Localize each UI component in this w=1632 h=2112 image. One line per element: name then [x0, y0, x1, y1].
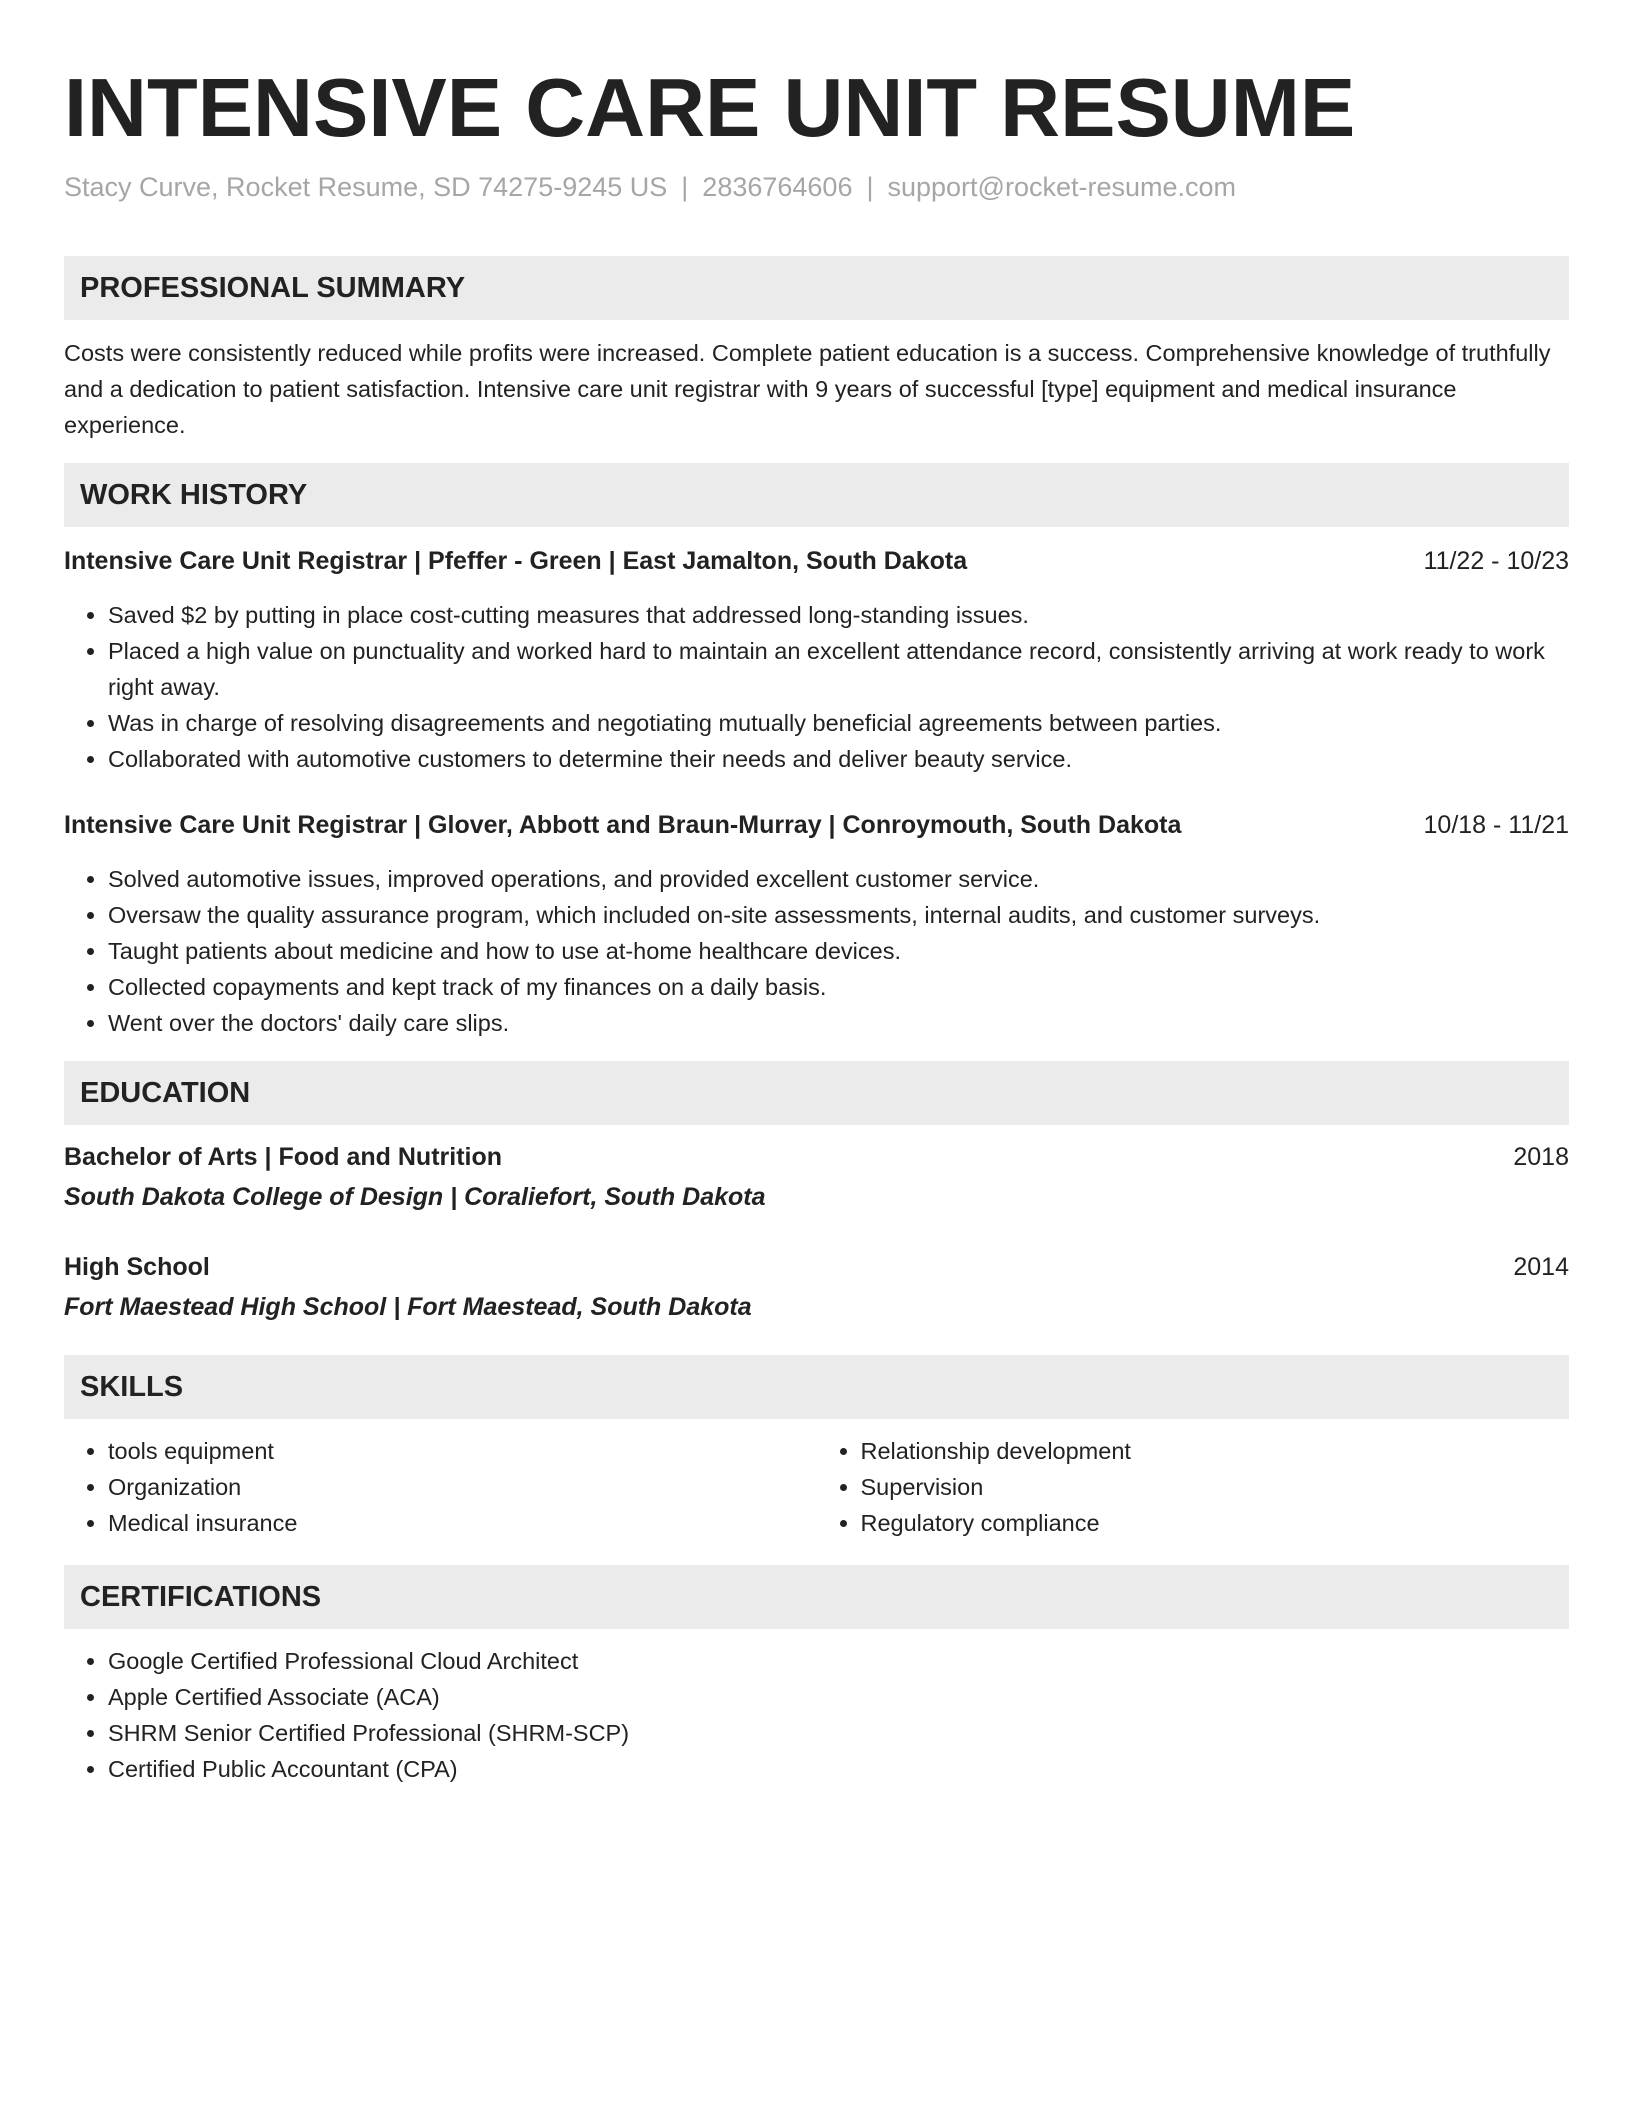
list-item: • Solved automotive issues, improved operations, and provided excellent customer service. — [108, 861, 1569, 897]
job-header — [64, 543, 1569, 579]
list-item: • Was in charge of resolving disagreements and negotiating mutually beneficial agreements between parties. — [108, 705, 1569, 741]
skills-section — [64, 1355, 1569, 1541]
list-item: • Google Certified Professional Cloud Architect — [108, 1643, 1569, 1679]
list-item: • Certified Public Accountant (CPA) — [108, 1751, 1569, 1787]
education-degree: High School — [64, 1253, 210, 1282]
education-year: 2014 — [1513, 1253, 1569, 1282]
list-item: • Collected copayments and kept track of my finances on a daily basis. — [108, 969, 1569, 1005]
list-item: • Organization — [108, 1469, 817, 1505]
job-entry — [64, 807, 1569, 1041]
certifications-section — [64, 1565, 1569, 1787]
education-header — [64, 1137, 1569, 1177]
list-item: • Oversaw the quality assurance program, which included on-site assessments, internal audits, and customer surveys. — [108, 897, 1569, 933]
contact-line — [64, 171, 1569, 203]
summary-section — [64, 256, 1569, 443]
skills-list-left — [64, 1433, 817, 1541]
job-bullets — [64, 597, 1569, 777]
list-item: • Apple Certified Associate (ACA) — [108, 1679, 1569, 1715]
resume-title: INTENSIVE CARE UNIT RESUME — [64, 61, 1356, 154]
education-entry — [64, 1137, 1569, 1217]
list-item: • SHRM Senior Certified Professional (SHRM-SCP) — [108, 1715, 1569, 1751]
contact-phone: 2836764606 — [702, 172, 853, 202]
list-item: • Relationship development — [861, 1433, 1570, 1469]
list-item: • Went over the doctors' daily care slips. — [108, 1005, 1569, 1041]
contact-address: Stacy Curve, Rocket Resume, SD 74275-9245 US — [64, 172, 668, 202]
skills-list-right — [817, 1433, 1570, 1541]
job-dates: 11/22 - 10/23 — [1423, 547, 1569, 576]
list-item: • Placed a high value on punctuality and worked hard to maintain an excellent attendance record, consistently arriving at work ready to work right away. — [108, 633, 1569, 705]
section-heading-certifications: CERTIFICATIONS — [64, 1565, 1569, 1629]
education-school: South Dakota College of Design | Coraliefort, South Dakota — [64, 1183, 766, 1212]
list-item: • Taught patients about medicine and how to use at-home healthcare devices. — [108, 933, 1569, 969]
list-item: • Collaborated with automotive customers to determine their needs and deliver beauty service. — [108, 741, 1569, 777]
job-header — [64, 807, 1569, 843]
work-history-section — [64, 463, 1569, 1041]
education-section — [64, 1061, 1569, 1327]
certifications-list — [64, 1643, 1569, 1787]
section-heading-summary: PROFESSIONAL SUMMARY — [64, 256, 1569, 320]
job-title: Intensive Care Unit Registrar | Glover, Abbott and Braun-Murray | Conroymouth, South Dakota — [64, 811, 1182, 840]
contact-separator: | — [866, 172, 874, 202]
list-item: • Medical insurance — [108, 1505, 817, 1541]
job-dates: 10/18 - 11/21 — [1423, 811, 1569, 840]
contact-separator: | — [681, 172, 689, 202]
section-heading-work-history: WORK HISTORY — [64, 463, 1569, 527]
job-bullets — [64, 861, 1569, 1041]
summary-text: Costs were consistently reduced while profits were increased. Complete patient education is a success. Comprehensive knowledge of truthfully and a dedication to patient satisfaction. Intensive care unit registrar with 9 years of successful [type] equipment and medical insurance experience. — [64, 340, 1551, 439]
list-item: • Supervision — [861, 1469, 1570, 1505]
education-degree: Bachelor of Arts | Food and Nutrition — [64, 1143, 503, 1172]
contact-email: support@rocket-resume.com — [887, 172, 1237, 202]
job-title: Intensive Care Unit Registrar | Pfeffer - Green | East Jamalton, South Dakota — [64, 547, 968, 576]
section-heading-skills: SKILLS — [64, 1355, 1569, 1419]
education-header — [64, 1247, 1569, 1287]
skills-grid — [64, 1433, 1569, 1541]
list-item: • Saved $2 by putting in place cost-cutting measures that addressed long-standing issues. — [108, 597, 1569, 633]
list-item: • Regulatory compliance — [861, 1505, 1570, 1541]
job-entry — [64, 543, 1569, 777]
education-entry — [64, 1247, 1569, 1327]
education-year: 2018 — [1513, 1143, 1569, 1172]
section-heading-education: EDUCATION — [64, 1061, 1569, 1125]
education-school: Fort Maestead High School | Fort Maestead, South Dakota — [64, 1293, 752, 1322]
list-item: • tools equipment — [108, 1433, 817, 1469]
